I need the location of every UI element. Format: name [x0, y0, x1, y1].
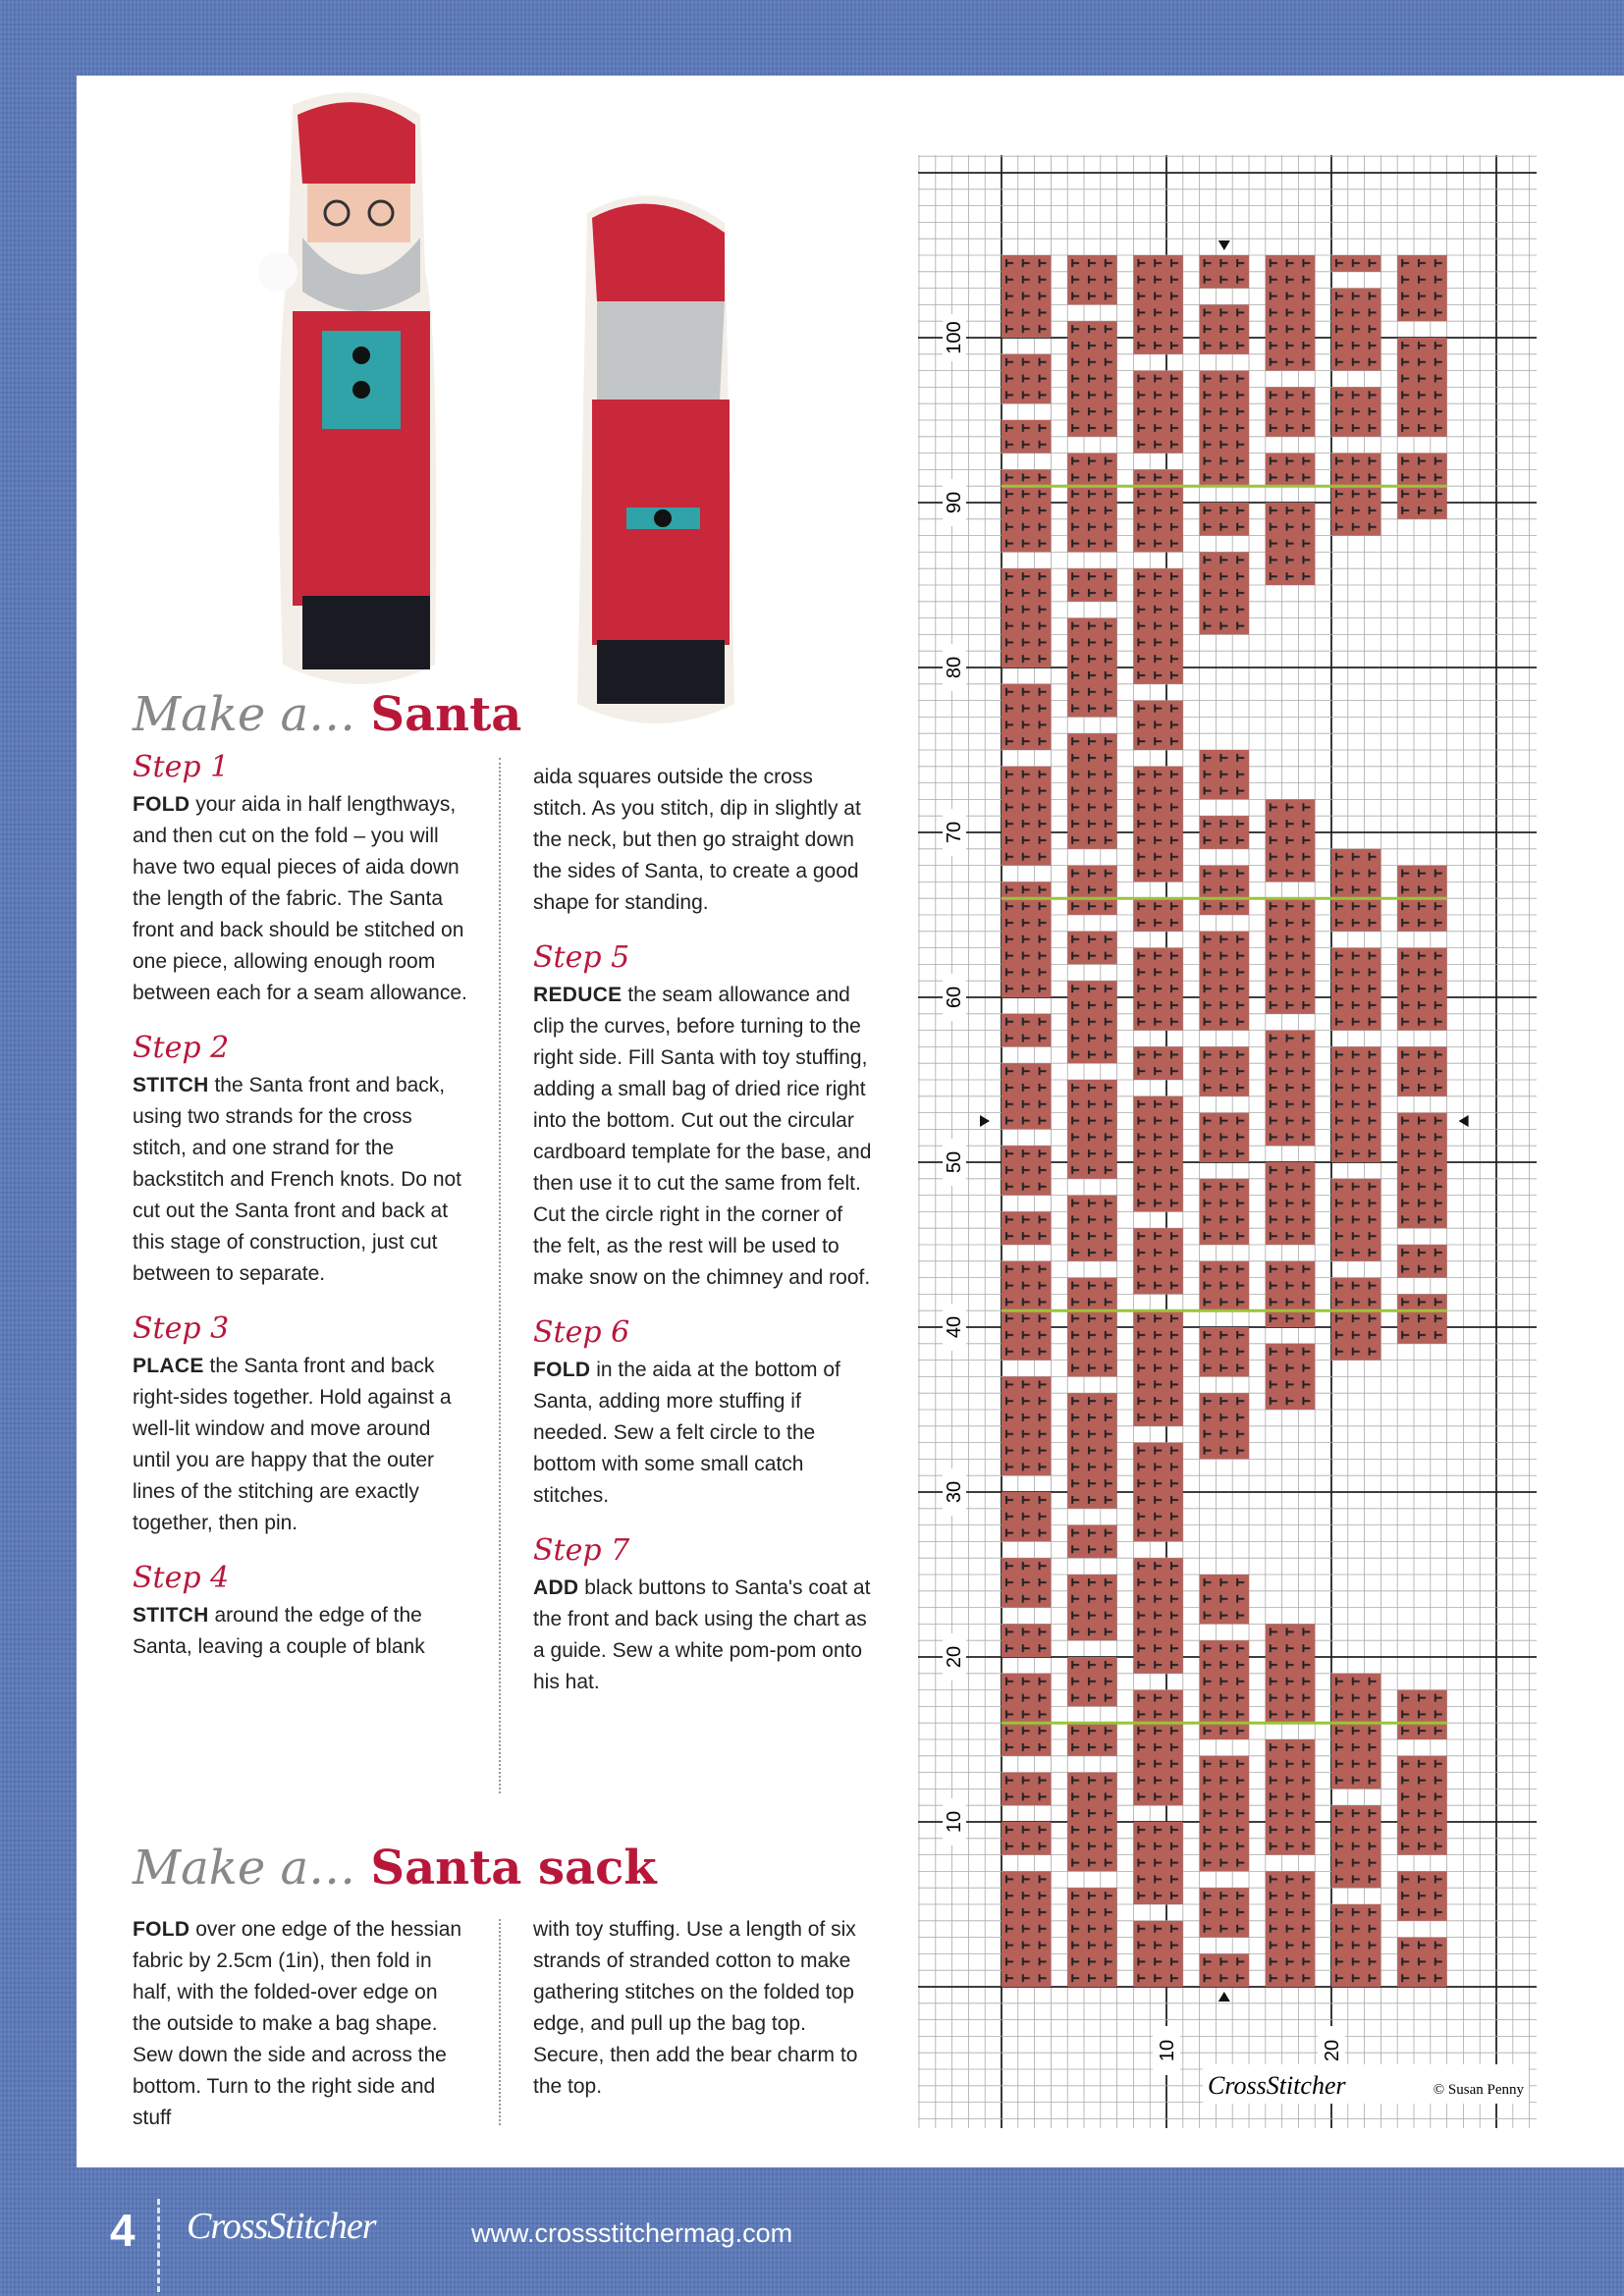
step-text [533, 980, 872, 1294]
step-text [533, 762, 872, 919]
body-text: the Santa front and back, using two strands for the cross stitch, and one strand for the backstitch and French knots. Do not cut out the Santa front and back at this stage of construction, just cut between to separate. [133, 1074, 462, 1285]
stitch-symbols [1331, 1278, 1380, 1361]
stitch-symbols [1200, 1046, 1249, 1095]
stitch-symbols [1133, 1822, 1182, 1904]
stitch-symbols [1001, 568, 1051, 667]
cross-stitch-chart [918, 155, 1537, 2128]
stitch-symbols [1397, 1938, 1446, 1987]
stitch-symbols [1067, 1393, 1116, 1509]
stitch-symbols [1067, 454, 1116, 553]
stitch-symbols [1133, 1228, 1182, 1294]
stitch-symbols [1001, 1063, 1051, 1129]
step-label: Step 5 [533, 940, 630, 975]
heading-prefix: Make a… [133, 1841, 356, 1896]
stitch-symbols [1200, 503, 1249, 536]
x-tick-label: 10 [1157, 2039, 1178, 2062]
stitch-symbols [1067, 568, 1116, 602]
stitch-symbols [1266, 503, 1315, 585]
lead-word: FOLD [533, 1359, 591, 1381]
stitch-symbols [1067, 321, 1116, 437]
stitch-symbols [1266, 1344, 1315, 1410]
stitch-symbols [1001, 354, 1051, 403]
stitch-symbols [1200, 1179, 1249, 1245]
footer-url[interactable]: www.crossstitchermag.com [471, 2218, 793, 2248]
stitch-symbols [1001, 1624, 1051, 1657]
stitch-symbols [1266, 1031, 1315, 1147]
footer-logo: CrossStitcher [187, 2206, 376, 2247]
stitch-symbols [1200, 255, 1249, 289]
santa-heading [133, 687, 521, 742]
stitch-symbols [1067, 1278, 1116, 1377]
stitch-symbols [1266, 454, 1315, 487]
stitch-symbols [1001, 469, 1051, 552]
stitch-symbols [1397, 255, 1446, 321]
column-divider [499, 1919, 501, 2125]
stitch-symbols [1001, 1014, 1051, 1047]
stitch-symbols [1331, 255, 1380, 272]
stitch-symbols [1001, 1146, 1051, 1195]
lead-word: PLACE [133, 1355, 204, 1377]
stitch-symbols [1397, 1113, 1446, 1229]
stitch-symbols [1067, 1080, 1116, 1179]
y-tick-label: 60 [944, 986, 965, 1009]
stitch-symbols [1331, 1805, 1380, 1888]
stitch-symbols [1200, 932, 1249, 1031]
body-text: in the aida at the bottom of Santa, adding more stuffing if needed. Sew a felt circle to the bottom with some small catch stitches. [533, 1359, 840, 1507]
stitch-symbols [1001, 1871, 1051, 1987]
sack-heading [133, 1841, 657, 1896]
stitch-symbols [1001, 1822, 1051, 1855]
stitch-symbols [1331, 387, 1380, 436]
body-text: the Santa front and back right-sides together. Hold against a well-lit window and move around until you are happy that the outer lines of the stitching are exactly together, then pin. [133, 1355, 452, 1534]
stitch-symbols [1133, 371, 1182, 454]
stitch-symbols [1266, 255, 1315, 371]
stitch-symbols [1067, 1525, 1116, 1559]
lead-word: FOLD [133, 1918, 190, 1941]
footer-separator [157, 2199, 160, 2292]
step-text [133, 1070, 471, 1290]
stitch-symbols [1067, 255, 1116, 304]
step-text [133, 1351, 471, 1539]
step-text [133, 789, 471, 1009]
center-arrow-top [1218, 240, 1230, 250]
y-tick-label: 40 [944, 1315, 965, 1339]
stitch-symbols [1200, 1575, 1249, 1624]
instructions-left-column [133, 748, 471, 1682]
stitch-symbols [1266, 1162, 1315, 1245]
stitch-symbols [1397, 1871, 1446, 1920]
stitch-symbols [1067, 1723, 1116, 1756]
stitch-symbols [1001, 420, 1051, 454]
stitch-symbols [1133, 701, 1182, 750]
stitch-symbols [1067, 1773, 1116, 1872]
step-label: Step 2 [133, 1031, 230, 1065]
stitch-symbols [1133, 255, 1182, 354]
stitch-symbols [1397, 338, 1446, 437]
lead-word: ADD [533, 1576, 579, 1599]
stitch-symbols [1331, 849, 1380, 932]
stitch-symbols [1266, 387, 1315, 436]
stitch-symbols [1133, 1690, 1182, 1806]
sack-right-column [533, 1914, 872, 2122]
lead-word: REDUCE [533, 984, 623, 1006]
sack-left-column [133, 1914, 471, 2154]
stitch-symbols [1200, 371, 1249, 487]
body-text: around the edge of the Santa, leaving a couple of blank [133, 1604, 425, 1658]
stitch-symbols [1001, 684, 1051, 750]
stitch-symbols [1200, 1113, 1249, 1162]
stitch-symbols [1200, 750, 1249, 799]
stitch-symbols [1331, 1046, 1380, 1162]
chart-logo: CrossStitcher [1208, 2071, 1346, 2100]
stitch-symbols [1133, 1443, 1182, 1542]
instructions-right-column [533, 762, 872, 1718]
stitch-symbols [1266, 1624, 1315, 1723]
step-label: Step 6 [533, 1315, 630, 1350]
stitch-symbols [1331, 1179, 1380, 1261]
step-text [533, 1914, 872, 2103]
stitch-symbols [1266, 799, 1315, 881]
stitch-symbols [1200, 552, 1249, 634]
step-label: Step 1 [133, 750, 230, 784]
stitch-symbols [1133, 1558, 1182, 1674]
stitch-symbols [1331, 948, 1380, 1031]
stitch-symbols [1001, 767, 1051, 866]
stitch-symbols [1397, 1756, 1446, 1855]
lead-word: STITCH [133, 1604, 209, 1627]
y-tick-label: 10 [944, 1810, 965, 1834]
stitch-symbols [1133, 1046, 1182, 1080]
x-tick-label: 20 [1322, 2039, 1343, 2062]
body-text: aida squares outside the cross stitch. As you stitch, dip in slightly at the neck, but then go straight down the sides of Santa, to create a good shape for standing. [533, 766, 861, 914]
stitch-symbols [1067, 866, 1116, 915]
stitch-symbols [1133, 568, 1182, 684]
stitch-symbols [1397, 1245, 1446, 1278]
y-tick-label: 100 [944, 321, 965, 354]
stitch-symbols [1133, 898, 1182, 932]
body-text: your aida in half lengthways, and then cut on the fold – you will have two equal pieces of aida down the length of the fabric. The Santa front and back should be stitched on one piece, allowing enough room between each for a seam allowance. [133, 793, 467, 1004]
stitch-symbols [1067, 1657, 1116, 1706]
stitch-symbols [1331, 1674, 1380, 1789]
heading-prefix: Make a… [133, 687, 356, 742]
stitch-symbols [1200, 1953, 1249, 1987]
body-text: the seam allowance and clip the curves, before turning to the right side. Fill Santa with toy stuffing, adding a small bag of dried rice right into the bottom. Cut out the circular cardboard template for the base, and then use it to cut the same from felt. Cut the circle right in the corner of the felt, as the rest will be used to make snow on the chimney and roof. [533, 984, 872, 1289]
stitch-symbols [1200, 1756, 1249, 1872]
stitch-symbols [1001, 1773, 1051, 1806]
step-label: Step 3 [133, 1311, 230, 1346]
stitch-symbols [1200, 1888, 1249, 1937]
step-text [133, 1914, 471, 2134]
santa-front-figure [258, 92, 436, 684]
stitch-symbols [1133, 1921, 1182, 1987]
stitch-symbols [1067, 733, 1116, 849]
stitch-symbols [1067, 932, 1116, 965]
stitch-symbols [1331, 289, 1380, 371]
stitch-symbols [1133, 1096, 1182, 1212]
stitch-symbols [1397, 948, 1446, 1031]
step-label: Step 7 [533, 1533, 630, 1568]
center-arrow-bottom [1218, 1992, 1230, 2002]
heading-title: Santa sack [370, 1841, 657, 1896]
stitch-symbols [1001, 255, 1051, 338]
body-text: over one edge of the hessian fabric by 2.5cm (1in), then fold in half, with the folded-over edge on the outside to make a bag shape. Sew down the side and across the bottom. Turn to the right side and stuff [133, 1918, 462, 2129]
stitch-symbols [1067, 618, 1116, 718]
y-tick-label: 80 [944, 656, 965, 679]
stitch-symbols [1397, 1294, 1446, 1343]
lead-word: STITCH [133, 1074, 209, 1096]
stitch-symbols [1067, 1196, 1116, 1261]
y-tick-label: 70 [944, 821, 965, 844]
stitch-symbols [1266, 898, 1315, 1014]
stitch-symbols [1001, 1674, 1051, 1756]
stitch-symbols [1200, 1640, 1249, 1739]
stitch-symbols [1067, 981, 1116, 1063]
column-divider [499, 758, 501, 1793]
step-text [533, 1355, 872, 1512]
y-tick-label: 90 [944, 491, 965, 514]
body-text: with toy stuffing. Use a length of six strands of stranded cotton to make gathering stitches on the folded top edge, and pull up the bag top. Secure, then add the bear charm to the top. [533, 1918, 858, 2098]
y-tick-label: 30 [944, 1480, 965, 1504]
stitch-symbols [1001, 1558, 1051, 1607]
stitch-symbols [1200, 866, 1249, 915]
stitch-symbols [1266, 1261, 1315, 1327]
heading-title: Santa [370, 687, 522, 742]
stitch-symbols [1001, 1376, 1051, 1475]
y-tick-label: 20 [944, 1645, 965, 1669]
stitch-symbols [1200, 1261, 1249, 1310]
stitch-symbols [1331, 1904, 1380, 1987]
step-text [133, 1600, 471, 1663]
stitch-symbols [1133, 767, 1182, 882]
stitch-symbols [1067, 1575, 1116, 1640]
stitch-symbols [1067, 1888, 1116, 1987]
step-text [533, 1573, 872, 1698]
chart-credit: © Susan Penny [1433, 2082, 1524, 2098]
stitch-symbols [1200, 816, 1249, 849]
stitch-symbols [1001, 1492, 1051, 1541]
stitch-symbols [1133, 469, 1182, 552]
santa-figures-photo [224, 76, 852, 773]
stitch-symbols [1001, 1211, 1051, 1245]
stitch-symbols [1133, 948, 1182, 1031]
santa-back-figure [577, 195, 734, 723]
lead-word: FOLD [133, 793, 190, 816]
stitch-symbols [1397, 1690, 1446, 1739]
body-text: black buttons to Santa's coat at the front and back using the chart as a guide. Sew a white pom-pom onto his hat. [533, 1576, 871, 1693]
stitch-symbols [1397, 1046, 1446, 1095]
page-number: 4 [110, 2205, 135, 2256]
stitch-symbols [1331, 454, 1380, 536]
stitch-symbols [1200, 1327, 1249, 1376]
stitch-symbols [1266, 1739, 1315, 1855]
step-label: Step 4 [133, 1561, 230, 1595]
stitch-symbols [1200, 1393, 1249, 1459]
stitch-symbols [1266, 1871, 1315, 1987]
stitch-symbols [1133, 1310, 1182, 1426]
stitch-symbols [1200, 304, 1249, 353]
y-tick-label: 50 [944, 1150, 965, 1174]
